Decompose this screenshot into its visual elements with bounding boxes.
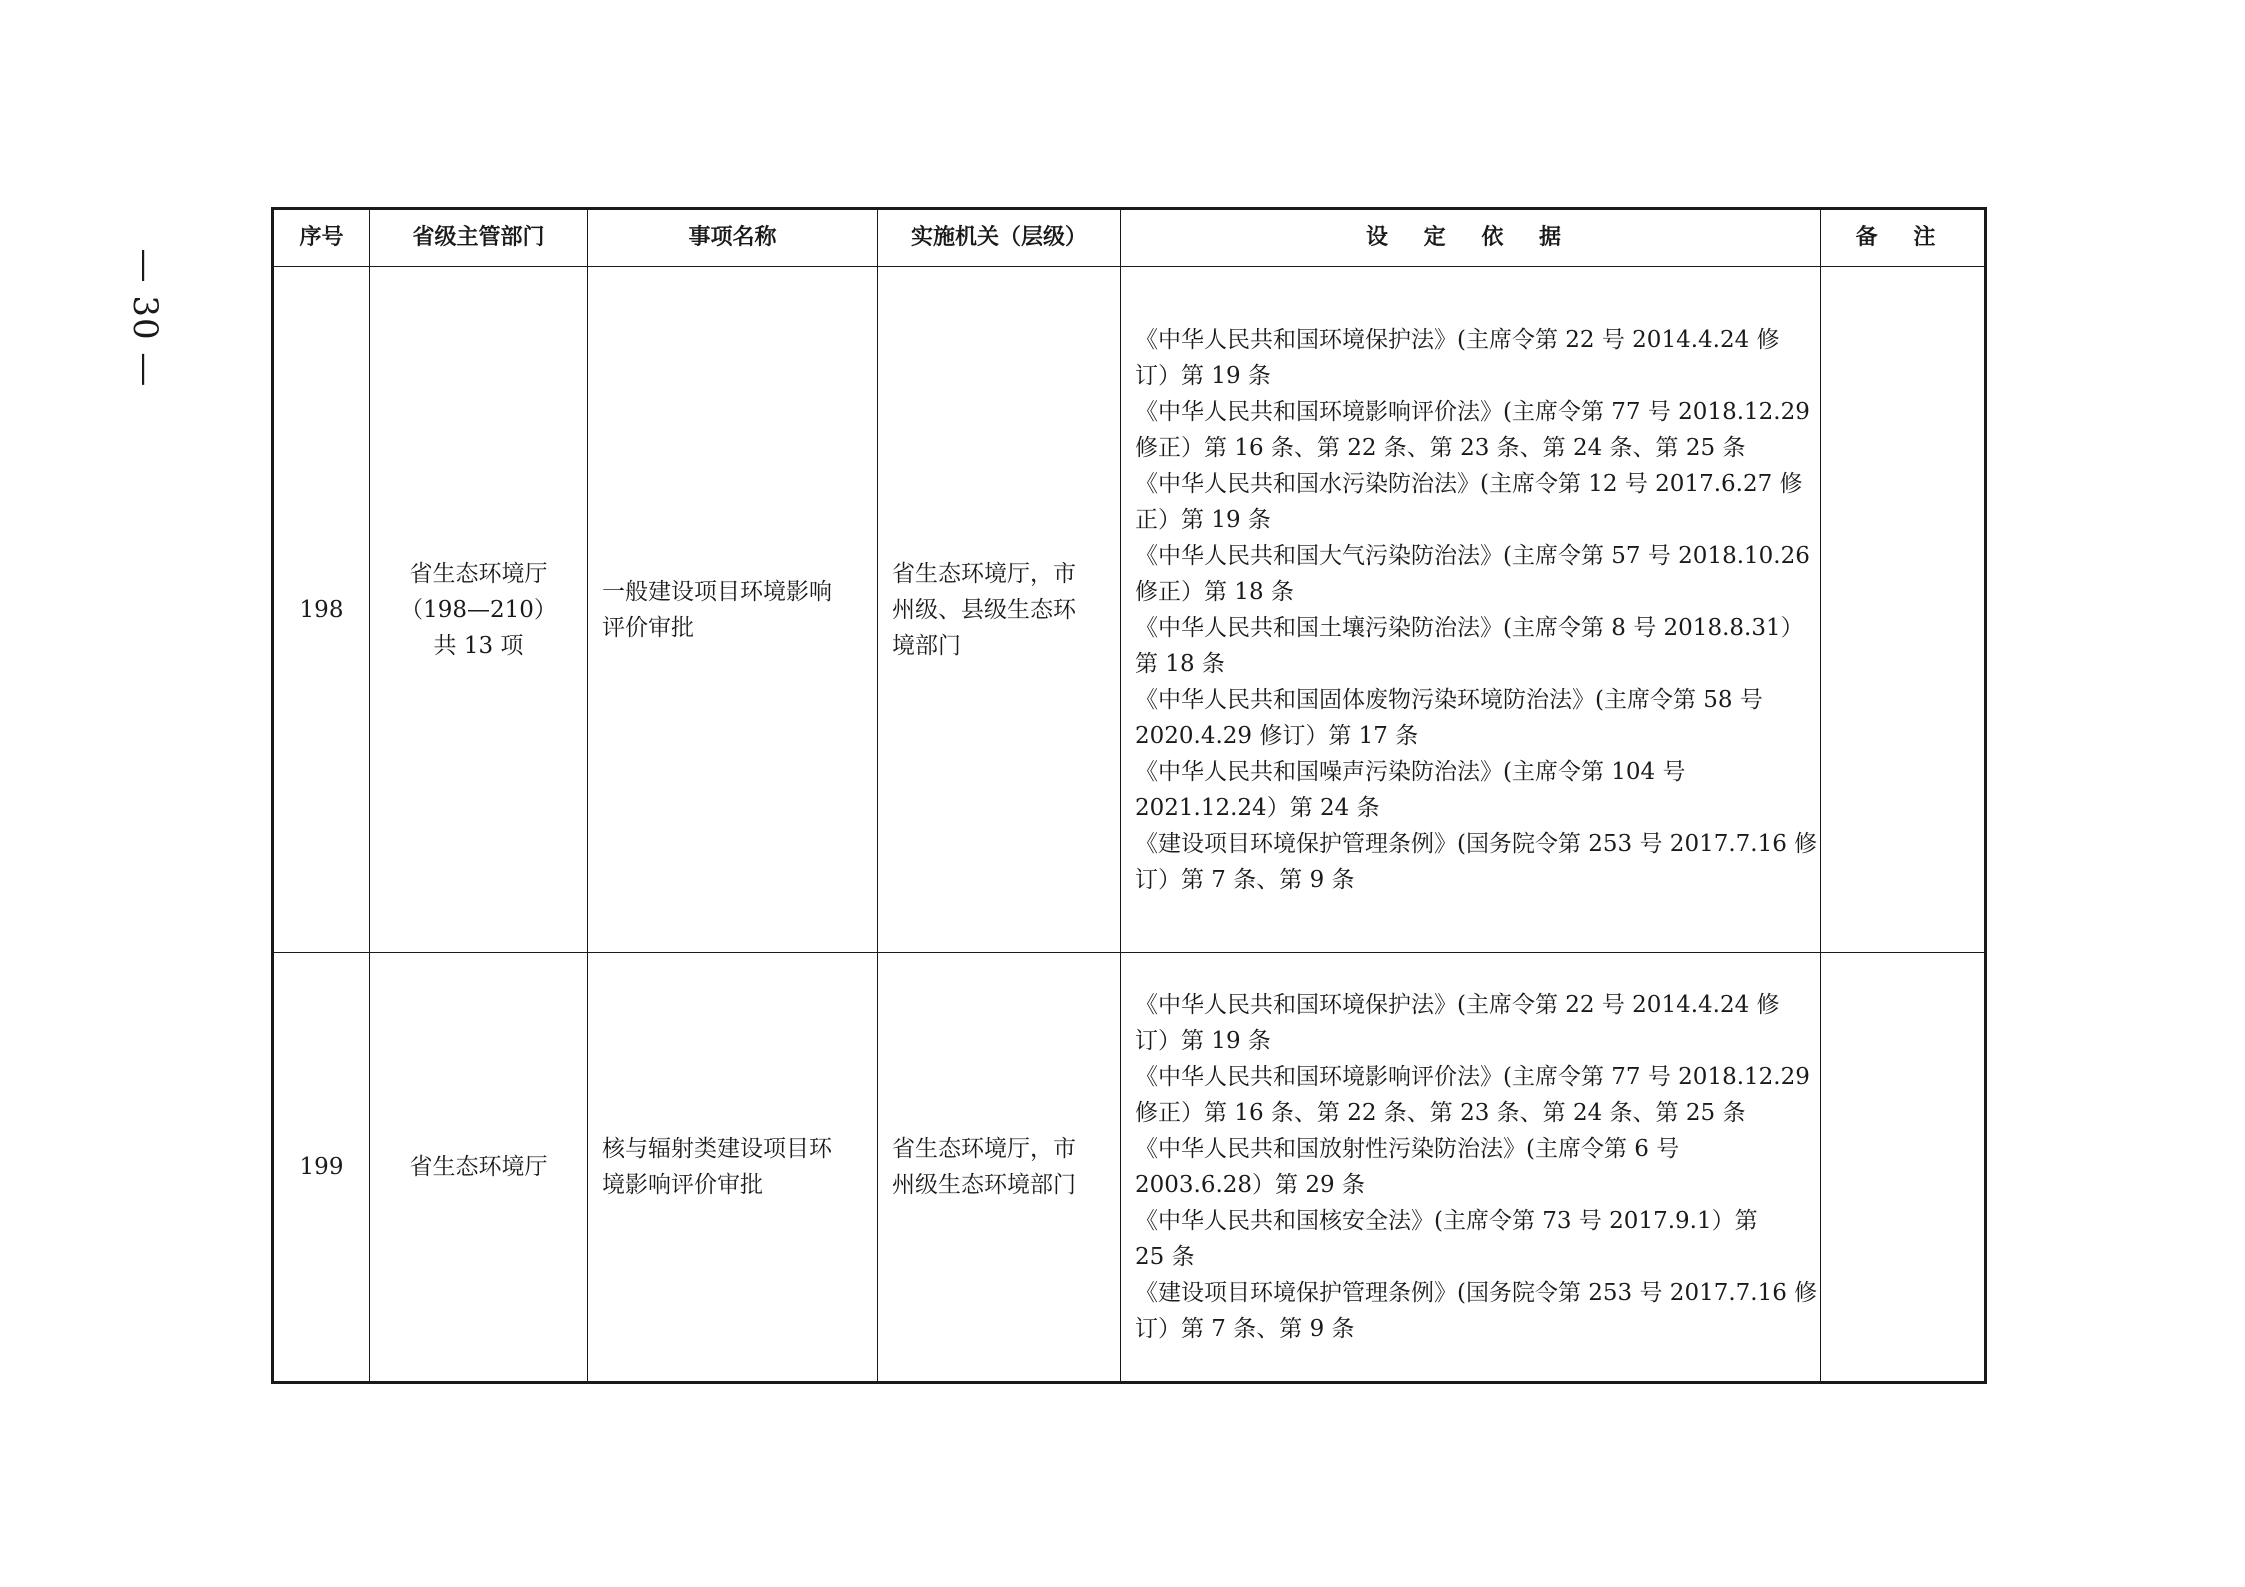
basis-line: 2003.6.28）第 29 条 <box>1135 1172 1365 1198</box>
agency-line: 州级、县级生态环 <box>892 596 1076 623</box>
basis-line: 《中华人民共和国环境保护法》(主席令第 22 号 2014.4.24 修 <box>1135 992 1780 1018</box>
basis-line: 《建设项目环境保护管理条例》(国务院令第 253 号 2017.7.16 修 <box>1135 830 1818 857</box>
header-remarks: 备 注 <box>1821 209 1986 267</box>
header-basis: 设 定 依 据 <box>1121 209 1821 267</box>
basis-line: 《中华人民共和国水污染防治法》(主席令第 12 号 2017.6.27 修 <box>1135 470 1803 497</box>
approval-items-table <box>271 207 1987 1384</box>
basis-line: 《中华人民共和国环境影响评价法》(主席令第 77 号 2018.12.29 <box>1135 1064 1810 1090</box>
item-name-line: 一般建设项目环境影响 <box>602 578 832 605</box>
basis-line: 《中华人民共和国固体废物污染环境防治法》(主席令第 58 号 <box>1135 686 1763 713</box>
department-line: 省生态环境厅 <box>409 560 548 587</box>
basis-line: 《中华人民共和国噪声污染防治法》(主席令第 104 号 <box>1135 758 1686 785</box>
basis-line: 《中华人民共和国核安全法》(主席令第 73 号 2017.9.1）第 <box>1135 1208 1758 1234</box>
cell-basis <box>1121 267 1821 953</box>
basis-line: 《中华人民共和国环境影响评价法》(主席令第 77 号 2018.12.29 <box>1135 398 1810 425</box>
department-line: 共 13 项 <box>433 632 524 659</box>
basis-line: 2020.4.29 修订）第 17 条 <box>1135 722 1419 749</box>
basis-line: 修正）第 18 条 <box>1135 578 1294 605</box>
agency-line: 省生态环境厅，市 <box>892 1136 1076 1162</box>
page-number: — 30 — <box>125 248 165 388</box>
agency-line: 省生态环境厅，市 <box>892 560 1076 587</box>
cell-remarks <box>1821 953 1986 1383</box>
table-row <box>273 953 1986 1383</box>
basis-line: 第 18 条 <box>1135 650 1225 677</box>
basis-line: 《中华人民共和国放射性污染防治法》(主席令第 6 号 <box>1135 1136 1680 1162</box>
cell-item-name <box>588 267 878 953</box>
header-agency: 实施机关（层级） <box>878 209 1121 267</box>
basis-line: 25 条 <box>1135 1244 1195 1270</box>
basis-line: 《中华人民共和国大气污染防治法》(主席令第 57 号 2018.10.26 <box>1135 542 1810 569</box>
basis-line: 订）第 7 条、第 9 条 <box>1135 1316 1355 1342</box>
item-name-line: 评价审批 <box>602 614 694 641</box>
header-department: 省级主管部门 <box>370 209 588 267</box>
basis-line: 《中华人民共和国土壤污染防治法》(主席令第 8 号 2018.8.31） <box>1135 614 1804 641</box>
basis-line: 正）第 19 条 <box>1135 506 1271 533</box>
basis-line: 修正）第 16 条、第 22 条、第 23 条、第 24 条、第 25 条 <box>1135 1100 1746 1126</box>
cell-agency <box>878 267 1121 953</box>
cell-remarks <box>1821 267 1986 953</box>
cell-agency <box>878 953 1121 1383</box>
agency-line: 州级生态环境部门 <box>892 1172 1076 1198</box>
cell-seq: 199 <box>273 953 370 1383</box>
table-header <box>273 209 1986 267</box>
cell-seq: 198 <box>273 267 370 953</box>
basis-line: 订）第 7 条、第 9 条 <box>1135 866 1355 893</box>
table-row <box>273 267 1986 953</box>
header-row <box>273 209 1986 267</box>
department-line: 省生态环境厅 <box>409 1154 548 1180</box>
basis-line: 《建设项目环境保护管理条例》(国务院令第 253 号 2017.7.16 修 <box>1135 1280 1818 1306</box>
cell-department <box>370 267 588 953</box>
item-name-line: 境影响评价审批 <box>602 1172 763 1198</box>
basis-line: 订）第 19 条 <box>1135 1028 1271 1054</box>
cell-basis <box>1121 953 1821 1383</box>
basis-line: 2021.12.24）第 24 条 <box>1135 794 1380 821</box>
approval-items-table-wrapper <box>271 207 1984 1384</box>
cell-item-name <box>588 953 878 1383</box>
basis-line: 修正）第 16 条、第 22 条、第 23 条、第 24 条、第 25 条 <box>1135 434 1746 461</box>
table-body <box>273 267 1986 1383</box>
cell-department <box>370 953 588 1383</box>
basis-line: 《中华人民共和国环境保护法》(主席令第 22 号 2014.4.24 修 <box>1135 326 1780 353</box>
header-item-name: 事项名称 <box>588 209 878 267</box>
basis-line: 订）第 19 条 <box>1135 362 1271 389</box>
agency-line: 境部门 <box>892 632 961 659</box>
header-seq: 序号 <box>273 209 370 267</box>
department-line: （198—210） <box>400 596 557 623</box>
item-name-line: 核与辐射类建设项目环 <box>602 1136 832 1162</box>
